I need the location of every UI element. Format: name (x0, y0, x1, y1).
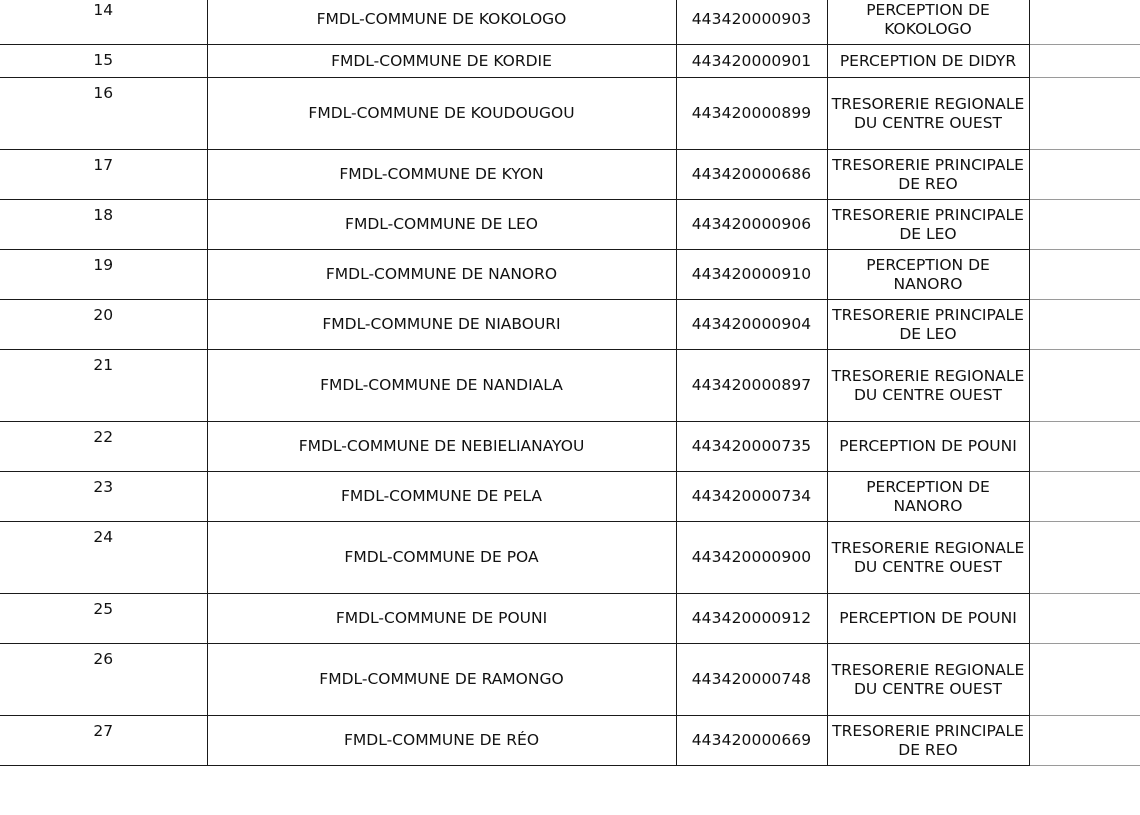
treasury-office: PERCEPTION DE POUNI (827, 422, 1029, 472)
row-number: 26 (0, 644, 207, 716)
row-number: 24 (0, 522, 207, 594)
account-number: 443420000906 (676, 200, 827, 250)
row-number: 15 (0, 45, 207, 78)
account-number: 443420000734 (676, 472, 827, 522)
empty-cell (1029, 250, 1140, 300)
table-row (0, 522, 1140, 594)
commune-name: FMDL-COMMUNE DE POA (207, 522, 676, 594)
row-number: 16 (0, 78, 207, 150)
account-number: 443420000686 (676, 150, 827, 200)
commune-name: FMDL-COMMUNE DE PELA (207, 472, 676, 522)
treasury-office: TRESORERIE REGIONALE DU CENTRE OUEST (827, 522, 1029, 594)
row-number: 18 (0, 200, 207, 250)
account-number: 443420000748 (676, 644, 827, 716)
table-row (0, 350, 1140, 422)
row-number: 20 (0, 300, 207, 350)
row-number: 19 (0, 250, 207, 300)
table-row (0, 0, 1140, 45)
table-row (0, 644, 1140, 716)
commune-name: FMDL-COMMUNE DE POUNI (207, 594, 676, 644)
treasury-office: TRESORERIE REGIONALE DU CENTRE OUEST (827, 644, 1029, 716)
commune-name: FMDL-COMMUNE DE KOUDOUGOU (207, 78, 676, 150)
empty-cell (1029, 422, 1140, 472)
account-number: 443420000899 (676, 78, 827, 150)
empty-cell (1029, 0, 1140, 45)
commune-name: FMDL-COMMUNE DE RÉO (207, 716, 676, 766)
row-number: 23 (0, 472, 207, 522)
account-number: 443420000897 (676, 350, 827, 422)
account-number: 443420000901 (676, 45, 827, 78)
empty-cell (1029, 300, 1140, 350)
empty-cell (1029, 78, 1140, 150)
commune-name: FMDL-COMMUNE DE RAMONGO (207, 644, 676, 716)
treasury-office: PERCEPTION DE KOKOLOGO (827, 0, 1029, 45)
row-number: 22 (0, 422, 207, 472)
table-row (0, 716, 1140, 766)
table-row (0, 78, 1140, 150)
empty-cell (1029, 350, 1140, 422)
table-row (0, 422, 1140, 472)
commune-name: FMDL-COMMUNE DE NANORO (207, 250, 676, 300)
account-number: 443420000904 (676, 300, 827, 350)
account-number: 443420000669 (676, 716, 827, 766)
treasury-office: TRESORERIE PRINCIPALE DE LEO (827, 300, 1029, 350)
commune-name: FMDL-COMMUNE DE KOKOLOGO (207, 0, 676, 45)
table-row (0, 472, 1140, 522)
treasury-office: PERCEPTION DE DIDYR (827, 45, 1029, 78)
row-number: 21 (0, 350, 207, 422)
table-row (0, 594, 1140, 644)
table-row (0, 300, 1140, 350)
table-row (0, 200, 1140, 250)
account-number: 443420000910 (676, 250, 827, 300)
empty-cell (1029, 644, 1140, 716)
row-number: 17 (0, 150, 207, 200)
row-number: 14 (0, 0, 207, 45)
row-number: 27 (0, 716, 207, 766)
commune-name: FMDL-COMMUNE DE NIABOURI (207, 300, 676, 350)
account-number: 443420000735 (676, 422, 827, 472)
empty-cell (1029, 716, 1140, 766)
commune-name: FMDL-COMMUNE DE KORDIE (207, 45, 676, 78)
treasury-office: PERCEPTION DE POUNI (827, 594, 1029, 644)
table-row (0, 45, 1140, 78)
empty-cell (1029, 150, 1140, 200)
table-row (0, 250, 1140, 300)
account-number: 443420000900 (676, 522, 827, 594)
empty-cell (1029, 472, 1140, 522)
commune-name: FMDL-COMMUNE DE LEO (207, 200, 676, 250)
account-number: 443420000912 (676, 594, 827, 644)
treasury-office: TRESORERIE PRINCIPALE DE REO (827, 716, 1029, 766)
empty-cell (1029, 200, 1140, 250)
commune-name: FMDL-COMMUNE DE NANDIALA (207, 350, 676, 422)
empty-cell (1029, 45, 1140, 78)
treasury-office: PERCEPTION DE NANORO (827, 250, 1029, 300)
treasury-office: TRESORERIE PRINCIPALE DE REO (827, 150, 1029, 200)
empty-cell (1029, 522, 1140, 594)
treasury-office: TRESORERIE REGIONALE DU CENTRE OUEST (827, 78, 1029, 150)
treasury-office: TRESORERIE PRINCIPALE DE LEO (827, 200, 1029, 250)
row-number: 25 (0, 594, 207, 644)
empty-cell (1029, 594, 1140, 644)
treasury-office: TRESORERIE REGIONALE DU CENTRE OUEST (827, 350, 1029, 422)
table-row (0, 150, 1140, 200)
commune-name: FMDL-COMMUNE DE KYON (207, 150, 676, 200)
treasury-office: PERCEPTION DE NANORO (827, 472, 1029, 522)
account-number: 443420000903 (676, 0, 827, 45)
commune-name: FMDL-COMMUNE DE NEBIELIANAYOU (207, 422, 676, 472)
